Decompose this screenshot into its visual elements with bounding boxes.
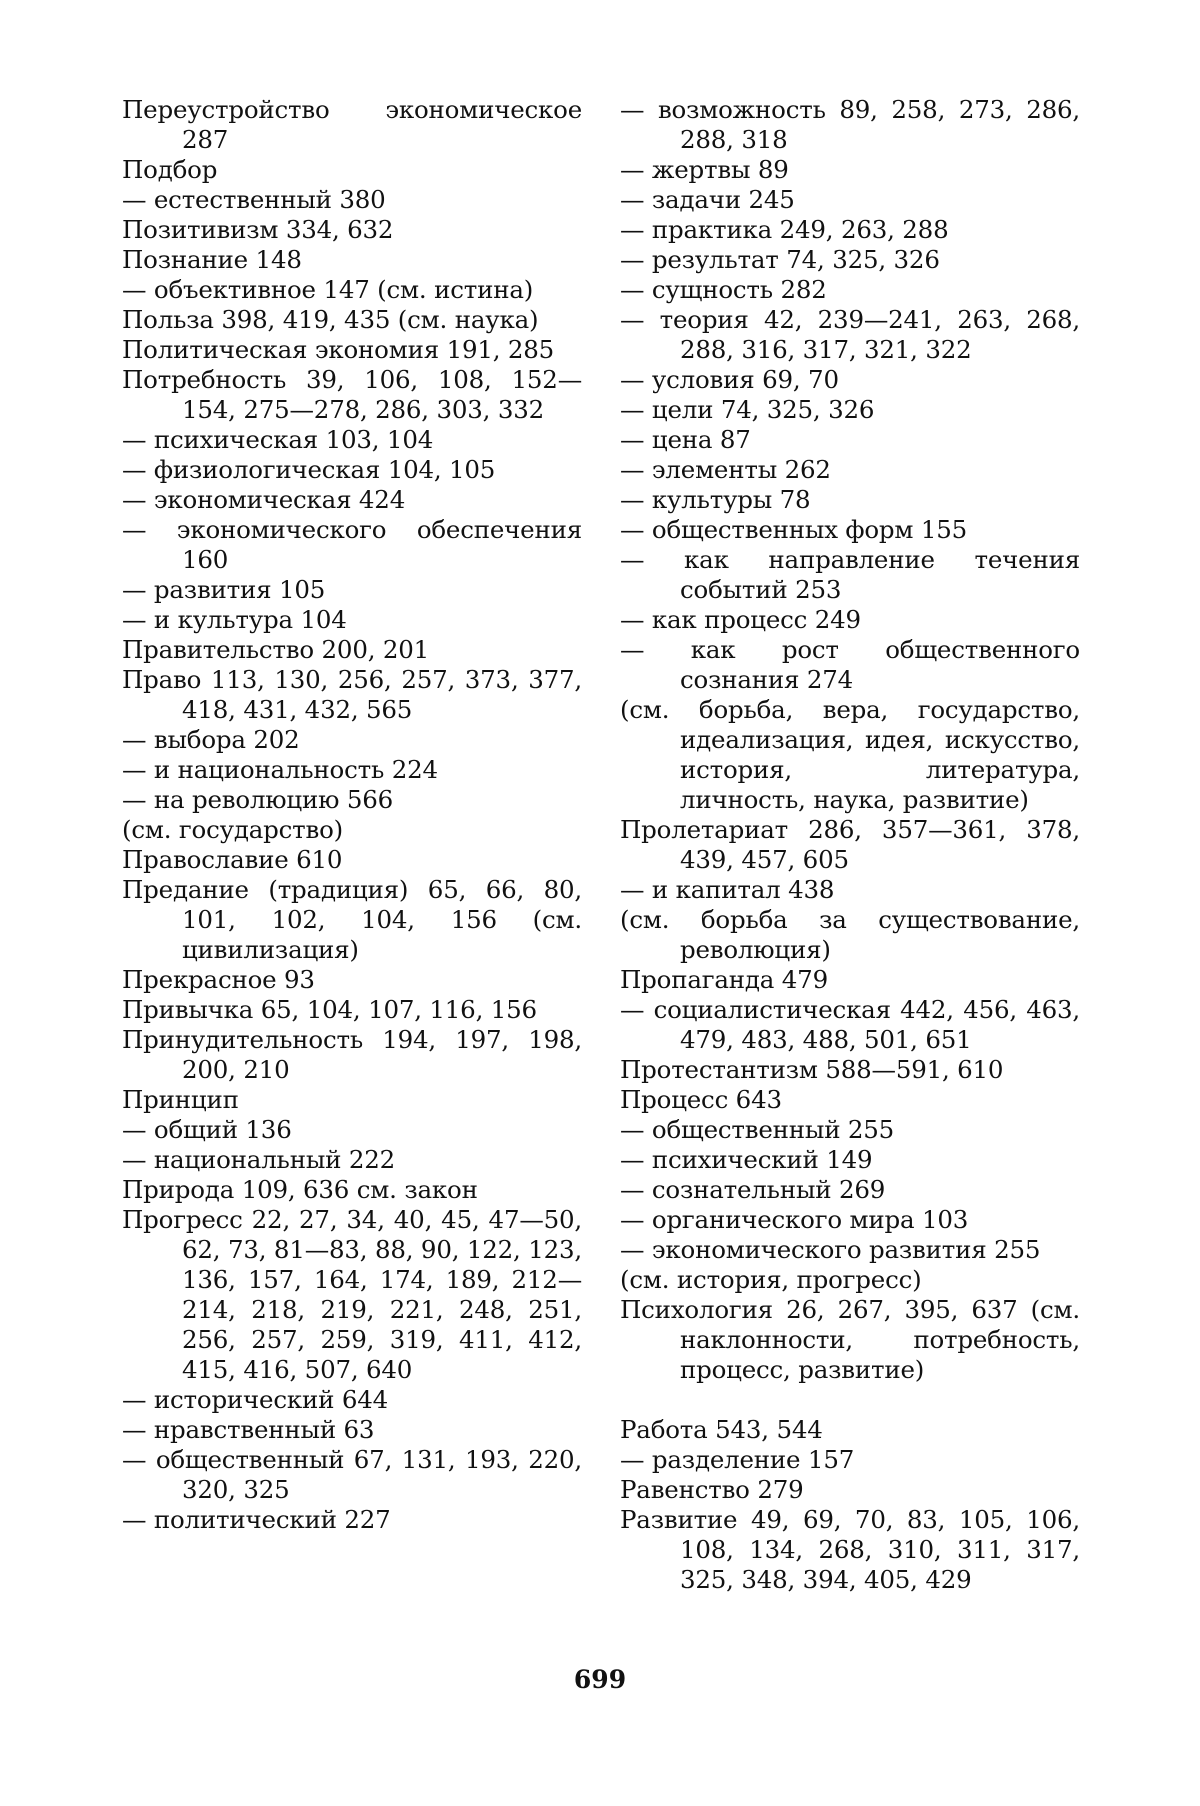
- index-entry: — экономическая 424: [122, 485, 406, 514]
- index-entry: — как процесс 249: [620, 605, 861, 634]
- index-entry: Принцип: [122, 1085, 239, 1114]
- index-entry: — политический 227: [122, 1505, 391, 1534]
- index-entry: — национальный 222: [122, 1145, 396, 1174]
- index-entry: — практика 249, 263, 288: [620, 215, 949, 244]
- index-entry: Развитие 49, 69, 70, 83, 105, 106, 108, 134, 268, 310, 311, 317, 325, 348, 394, 405, 429: [620, 1505, 1080, 1594]
- index-entry: — сознательный 269: [620, 1175, 886, 1204]
- index-entry: — как направление течения событий 253: [620, 545, 1080, 604]
- index-entry: — жертвы 89: [620, 155, 789, 184]
- index-entry: Принудительность 194, 197, 198, 200, 210: [122, 1025, 582, 1084]
- index-entry: — цели 74, 325, 326: [620, 395, 875, 424]
- index-entry: — общий 136: [122, 1115, 292, 1144]
- index-entry: — естественный 380: [122, 185, 386, 214]
- index-entry: Позитивизм 334, 632: [122, 215, 394, 244]
- index-entry: Привычка 65, 104, 107, 116, 156: [122, 995, 537, 1024]
- index-entry: — и культура 104: [122, 605, 347, 634]
- index-entry: (см. история, прогресс): [620, 1265, 922, 1294]
- index-entry: (см. борьба, вера, государство, идеализация, идея, искусство, история, литература, личность, наука, развитие): [620, 695, 1080, 814]
- index-entry: — развития 105: [122, 575, 326, 604]
- index-entry: Предание (традиция) 65, 66, 80, 101, 102, 104, 156 (см. цивилизация): [122, 875, 582, 964]
- index-entry: — культуры 78: [620, 485, 811, 514]
- index-entry: Процесс 643: [620, 1085, 782, 1114]
- index-entry: — общественный 67, 131, 193, 220, 320, 325: [122, 1445, 582, 1504]
- index-entry: — психический 149: [620, 1145, 873, 1174]
- index-entry: — социалистическая 442, 456, 463, 479, 483, 488, 501, 651: [620, 995, 1080, 1054]
- index-entry: — цена 87: [620, 425, 751, 454]
- index-entry: — объективное 147 (см. истина): [122, 275, 534, 304]
- index-entry: — условия 69, 70: [620, 365, 839, 394]
- index-entry: — общественный 255: [620, 1115, 895, 1144]
- index-entry: Психология 26, 267, 395, 637 (см. наклонности, потребность, процесс, развитие): [620, 1295, 1080, 1384]
- index-entry: — на революцию 566: [122, 785, 393, 814]
- index-entry: — как рост общественного сознания 274: [620, 635, 1080, 694]
- index-entry: — сущность 282: [620, 275, 827, 304]
- index-entry: — разделение 157: [620, 1445, 855, 1474]
- index-gap: [620, 1385, 1080, 1415]
- index-entry: Подбор: [122, 155, 218, 184]
- index-entry: Православие 610: [122, 845, 343, 874]
- index-entry: — нравственный 63: [122, 1415, 375, 1444]
- index-entry: — и капитал 438: [620, 875, 835, 904]
- index-entry: Прекрасное 93: [122, 965, 315, 994]
- index-entry: (см. борьба за существование, революция): [620, 905, 1080, 964]
- index-entry: (см. государство): [122, 815, 343, 844]
- index-entry: Природа 109, 636 см. закон: [122, 1175, 478, 1204]
- index-column-left: [122, 95, 582, 1535]
- index-entry: — физиологическая 104, 105: [122, 455, 496, 484]
- index-entry: Познание 148: [122, 245, 302, 274]
- index-column-right: [620, 95, 1080, 1595]
- index-entry: Правительство 200, 201: [122, 635, 430, 664]
- index-entry: — исторический 644: [122, 1385, 388, 1414]
- index-entry: Переустройство экономическое 287: [122, 95, 582, 154]
- index-entry: — психическая 103, 104: [122, 425, 434, 454]
- index-entry: Равенство 279: [620, 1475, 804, 1504]
- index-entry: Прогресс 22, 27, 34, 40, 45, 47—50, 62, 73, 81—83, 88, 90, 122, 123, 136, 157, 164, 174, 189, 212—214, 218, 219, 221, 248, 251, 256, 257, 259, 319, 411, 412, 415, 416, 507, 640: [122, 1205, 582, 1384]
- index-entry: — выбора 202: [122, 725, 300, 754]
- index-entry: Политическая экономия 191, 285: [122, 335, 555, 364]
- index-entry: Польза 398, 419, 435 (см. наука): [122, 305, 539, 334]
- index-entry: Потребность 39, 106, 108, 152—154, 275—278, 286, 303, 332: [122, 365, 582, 424]
- index-entry: — результат 74, 325, 326: [620, 245, 940, 274]
- index-entry: Работа 543, 544: [620, 1415, 823, 1444]
- index-entry: — возможность 89, 258, 273, 286, 288, 318: [620, 95, 1080, 154]
- index-entry: — экономического обеспечения 160: [122, 515, 582, 574]
- page-number: 699: [573, 1665, 627, 1694]
- index-entry: — и национальность 224: [122, 755, 438, 784]
- index-entry: — теория 42, 239—241, 263, 268, 288, 316, 317, 321, 322: [620, 305, 1080, 364]
- index-entry: Пролетариат 286, 357—361, 378, 439, 457, 605: [620, 815, 1080, 874]
- index-entry: — элементы 262: [620, 455, 831, 484]
- index-entry: — органического мира 103: [620, 1205, 969, 1234]
- index-entry: — задачи 245: [620, 185, 795, 214]
- index-entry: — экономического развития 255: [620, 1235, 1041, 1264]
- index-entry: Право 113, 130, 256, 257, 373, 377, 418, 431, 432, 565: [122, 665, 582, 724]
- index-entry: — общественных форм 155: [620, 515, 968, 544]
- index-entry: Пропаганда 479: [620, 965, 828, 994]
- index-entry: Протестантизм 588—591, 610: [620, 1055, 1004, 1084]
